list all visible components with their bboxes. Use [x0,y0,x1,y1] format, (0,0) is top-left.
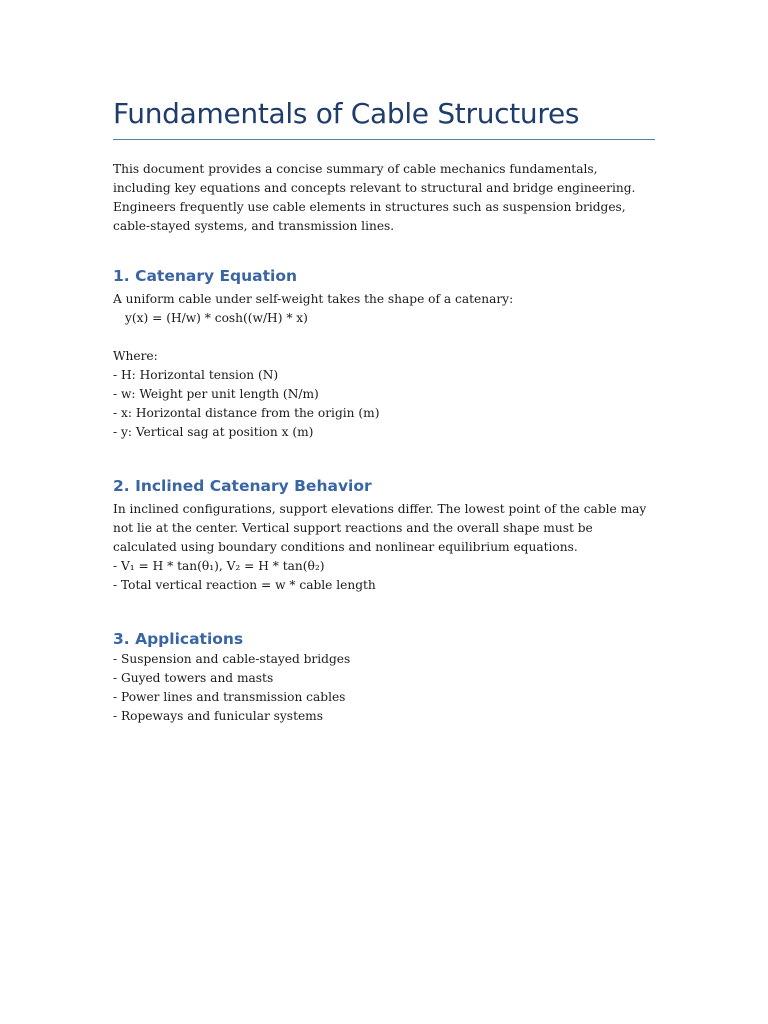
applications-list [113,650,655,726]
section-2-paragraph: In inclined configurations, support elevations differ. The lowest point of the cable may not lie at the center. Vertical support reactions and the overall shape must be calculated using boundary conditions and nonlinear equilibrium equations. [113,502,647,554]
document-title: Fundamentals of Cable Structures [113,94,655,140]
catenary-equation: y(x) = (H/w) * cosh((w/H) * x) [125,311,308,325]
section-heading-applications: 3. Applications [113,630,244,648]
list-item: - Total vertical reaction = w * cable length [113,578,376,592]
list-item: - Guyed towers and masts [113,671,274,685]
list-item: - x: Horizontal distance from the origin (m) [113,406,380,420]
reaction-list [113,557,655,595]
list-item: - Ropeways and funicular systems [113,709,323,723]
intro-paragraph: This document provides a concise summary of cable mechanics fundamentals, including key equations and concepts relevant to structural and bridge engineering. Engineers frequently use cable elements in structures such as suspension bridges, cable-stayed systems, and transmission lines. [113,162,636,233]
document-content [113,94,655,726]
list-item: - y: Vertical sag at position x (m) [113,425,314,439]
list-item: - w: Weight per unit length (N/m) [113,387,319,401]
variable-list [113,366,655,442]
list-item: - Suspension and cable-stayed bridges [113,652,351,666]
list-item: - V₁ = H * tan(θ₁), V₂ = H * tan(θ₂) [113,559,325,573]
list-item: - H: Horizontal tension (N) [113,368,279,382]
section-heading-inclined-catenary: 2. Inclined Catenary Behavior [113,477,372,495]
list-item: - Power lines and transmission cables [113,690,346,704]
section-1-intro: A uniform cable under self-weight takes the shape of a catenary: [113,292,514,306]
where-label: Where: [113,349,158,363]
section-heading-catenary-equation: 1. Catenary Equation [113,267,298,285]
